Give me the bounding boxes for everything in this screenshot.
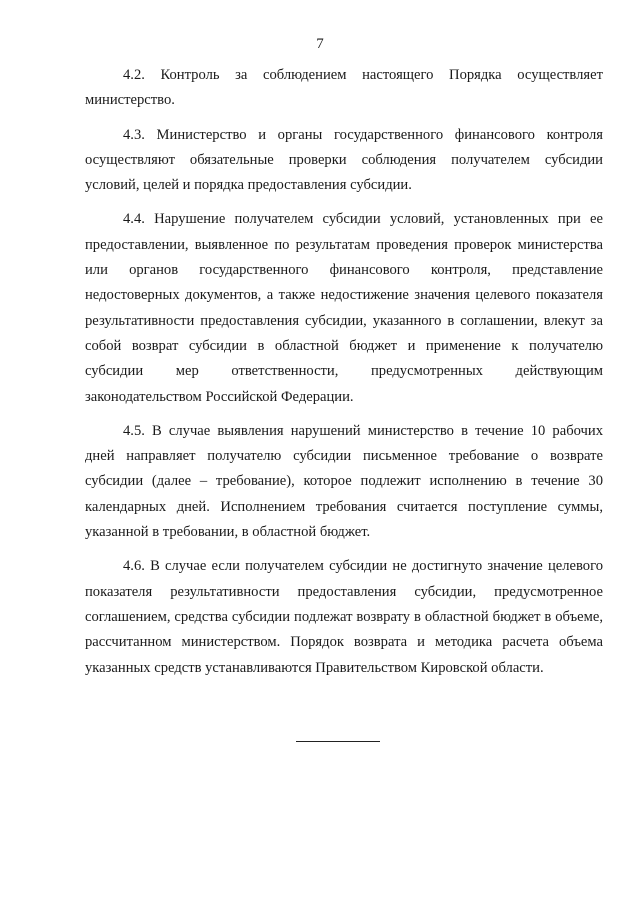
- document-body: [85, 63, 603, 690]
- paragraph-4-3: 4.3. Министерство и органы государственного финансового контроля осуществляют обязательные проверки соблюдения получателем субсидии условий, целей и порядка предоставления субсидии.: [85, 126, 603, 194]
- closing-rule: [296, 741, 380, 742]
- paragraph-4-4: 4.4. Нарушение получателем субсидии условий, установленных при ее предоставлении, выявленное по результатам проведения проверок министерства или органов государственного финансового контроля, представление недостоверных документов, а также недостижение значения целевого показателя результативности предоставления субсидии, указанного в соглашении, влекут за собой возврат субсидии в областной бюджет и применение к получателю субсидии мер ответственности, предусмотренных действующим законодательством Российской Федерации.: [85, 211, 603, 405]
- page-number: 7: [316, 36, 324, 52]
- paragraph-4-6: 4.6. В случае если получателем субсидии не достигнуто значение целевого показателя результативности предоставления субсидии, предусмотренное соглашением, средства субсидии подлежат возврату в областной бюджет в объеме, рассчитанном министерством. Порядок возврата и методика расчета объема указанных средств устанавливаются Правительством Кировской области.: [85, 558, 603, 676]
- paragraph-4-2: 4.2. Контроль за соблюдением настоящего Порядка осуществляет министерство.: [85, 67, 603, 109]
- paragraph-4-5: 4.5. В случае выявления нарушений министерство в течение 10 рабочих дней направляет получателю субсидии письменное требование о возврате субсидии (далее – требование), которое подлежит исполнению в течение 30 календарных дней. Исполнением требования считается поступление суммы, указанной в требовании, в областной бюджет.: [85, 422, 603, 541]
